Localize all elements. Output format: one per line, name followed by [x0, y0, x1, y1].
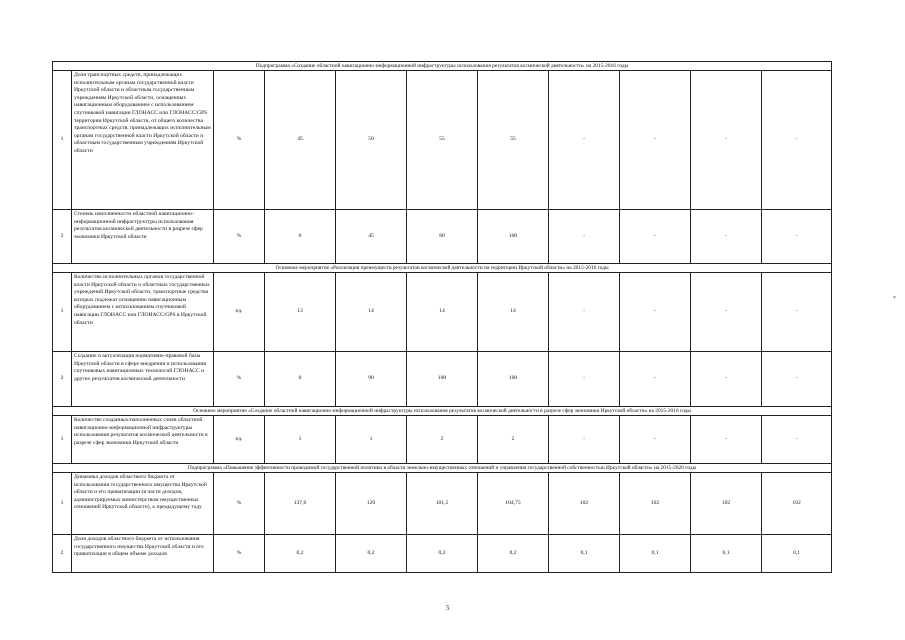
value-cell: 45	[336, 210, 407, 264]
value-cell: -	[762, 71, 832, 210]
section-title: Основное мероприятие «Создание областной навигационно-информационной инфраструктуры использования результатов космической деятельности в разрезе сфер экономики Иркутской области» на 2015-2016 годы	[53, 407, 832, 416]
value-cell: 102	[691, 473, 762, 535]
unit-cell: ед.	[214, 416, 265, 464]
value-cell: -	[762, 273, 832, 352]
value-cell: 0,1	[549, 535, 620, 573]
table-row	[53, 416, 832, 464]
value-cell: -	[762, 210, 832, 264]
table-row	[53, 210, 832, 264]
value-cell: -	[620, 352, 691, 407]
row-number: 2	[53, 210, 72, 264]
section-header-row	[53, 407, 832, 416]
table-row	[53, 535, 832, 573]
indicator-name: Доля транспортных средств, принадлежащих исполнительным органам государственной власти Иркутской области и областным государственным учреждениям Иркутской области, оснащенных навигационным оборудованием с использованием спутниковой навигации ГЛОНАСС или ГЛОНАСС/GPS территории Иркутской области, от общего количества транспортных средств, принадлежащих исполнительным органам государственной власти Иркутской области и областным государственным учреждениям Иркутской области	[72, 71, 214, 210]
indicator-name: Количество созданных/наполненных слоев областной навигационно-информационной инфраструктуры использования результатов космической деятельности в разрезе сфер экономики Иркутской области	[72, 416, 214, 464]
value-cell: 13	[265, 273, 336, 352]
value-cell: -	[762, 416, 832, 464]
indicator-name: Динамика доходов областного бюджета от использования государственного имущества Иркутской области и его приватизации (в части доходов, администрируемых министерством имущественных отношений Иркутской области), к предыдущему году	[72, 473, 214, 535]
value-cell: 2	[407, 416, 478, 464]
indicator-name: Доля доходов областного бюджета от использования государственного имущества Иркутской области и его приватизации в общем объеме доходов	[72, 535, 214, 573]
table-row	[53, 273, 832, 352]
row-number: 2	[53, 535, 72, 573]
value-cell: -	[620, 416, 691, 464]
value-cell: -	[549, 71, 620, 210]
value-cell: 0,1	[762, 535, 832, 573]
value-cell: 100	[478, 210, 549, 264]
value-cell: 45	[265, 71, 336, 210]
value-cell: 0	[265, 210, 336, 264]
section-title: Подпрограмма «Повышение эффективности проводимой государственной политики в области земельно-имущественных отношений и управления государственной собственностью Иркутской области» на 2015-2020 годы	[53, 464, 832, 473]
value-cell: 90	[336, 352, 407, 407]
value-cell: 0,2	[478, 535, 549, 573]
value-cell: 100	[407, 352, 478, 407]
value-cell: 137,6	[265, 473, 336, 535]
value-cell: -	[762, 352, 832, 407]
table-row	[53, 71, 832, 210]
section-header-row	[53, 464, 832, 473]
indicator-name: Количество исполнительных органов государственной власти Иркутской области и областных государственных учреждений Иркутской области, транспортные средства которых подлежат оснащению навигационным оборудованием с использованием спутниковой навигации ГЛОНАСС или ГЛОНАСС/GPS в Иркутской области	[72, 273, 214, 352]
value-cell: 101,5	[407, 473, 478, 535]
value-cell: 14	[407, 273, 478, 352]
value-cell: 102	[762, 473, 832, 535]
indicator-name: Степень наполненности областной навигационно-информационной инфраструктуры использования результатов космической деятельности в разрезе сфер экономики Иркутской области	[72, 210, 214, 264]
section-title: Подпрограмма «Создание областной навигационно-информационной инфраструктуры использования результатов космической деятельности» на 2015-2016 годы	[53, 62, 832, 71]
value-cell: 104,75	[478, 473, 549, 535]
value-cell: 100	[478, 352, 549, 407]
unit-cell: %	[214, 352, 265, 407]
value-cell: -	[549, 416, 620, 464]
section-title: Основное мероприятие «Реализация преимуществ результатов космической деятельности на территории Иркутской области» на 2015-2016 годы	[53, 264, 832, 273]
value-cell: 1	[336, 416, 407, 464]
value-cell: 14	[478, 273, 549, 352]
table-row	[53, 352, 832, 407]
value-cell: 2	[478, 416, 549, 464]
indicators-table	[52, 61, 832, 573]
unit-cell: %	[214, 71, 265, 210]
value-cell: 14	[336, 273, 407, 352]
page-number: 5	[446, 604, 450, 612]
unit-cell: %	[214, 210, 265, 264]
value-cell: 1	[265, 416, 336, 464]
value-cell: 0,2	[407, 535, 478, 573]
value-cell: 55	[407, 71, 478, 210]
table-row	[53, 473, 832, 535]
value-cell: 55	[478, 71, 549, 210]
row-number: 1	[53, 473, 72, 535]
section-header-row	[53, 62, 832, 71]
value-cell: -	[691, 416, 762, 464]
value-cell: 102	[549, 473, 620, 535]
value-cell: 80	[407, 210, 478, 264]
section-header-row	[53, 264, 832, 273]
value-cell: 0,1	[620, 535, 691, 573]
value-cell: -	[691, 210, 762, 264]
unit-cell: ед.	[214, 273, 265, 352]
value-cell: 102	[620, 473, 691, 535]
value-cell: -	[620, 210, 691, 264]
value-cell: -	[620, 71, 691, 210]
value-cell: -	[549, 352, 620, 407]
value-cell: 120	[336, 473, 407, 535]
unit-cell: %	[214, 535, 265, 573]
value-cell: -	[691, 352, 762, 407]
row-number: 1	[53, 71, 72, 210]
stray-mark: *	[893, 296, 896, 302]
value-cell: 50	[336, 71, 407, 210]
unit-cell: %	[214, 473, 265, 535]
row-number: 1	[53, 416, 72, 464]
row-number: 2	[53, 352, 72, 407]
value-cell: -	[549, 210, 620, 264]
value-cell: 0,2	[336, 535, 407, 573]
row-number: 1	[53, 273, 72, 352]
indicator-name: Создание и актуализация нормативно-правовой базы Иркутской области в сфере внедрения и использования спутниковых навигационных технологий ГЛОНАСС и других результатов космической деятельности	[72, 352, 214, 407]
value-cell: 0,2	[265, 535, 336, 573]
value-cell: -	[691, 273, 762, 352]
value-cell: -	[620, 273, 691, 352]
value-cell: -	[691, 71, 762, 210]
value-cell: 0	[265, 352, 336, 407]
value-cell: 0,1	[691, 535, 762, 573]
value-cell: -	[549, 273, 620, 352]
